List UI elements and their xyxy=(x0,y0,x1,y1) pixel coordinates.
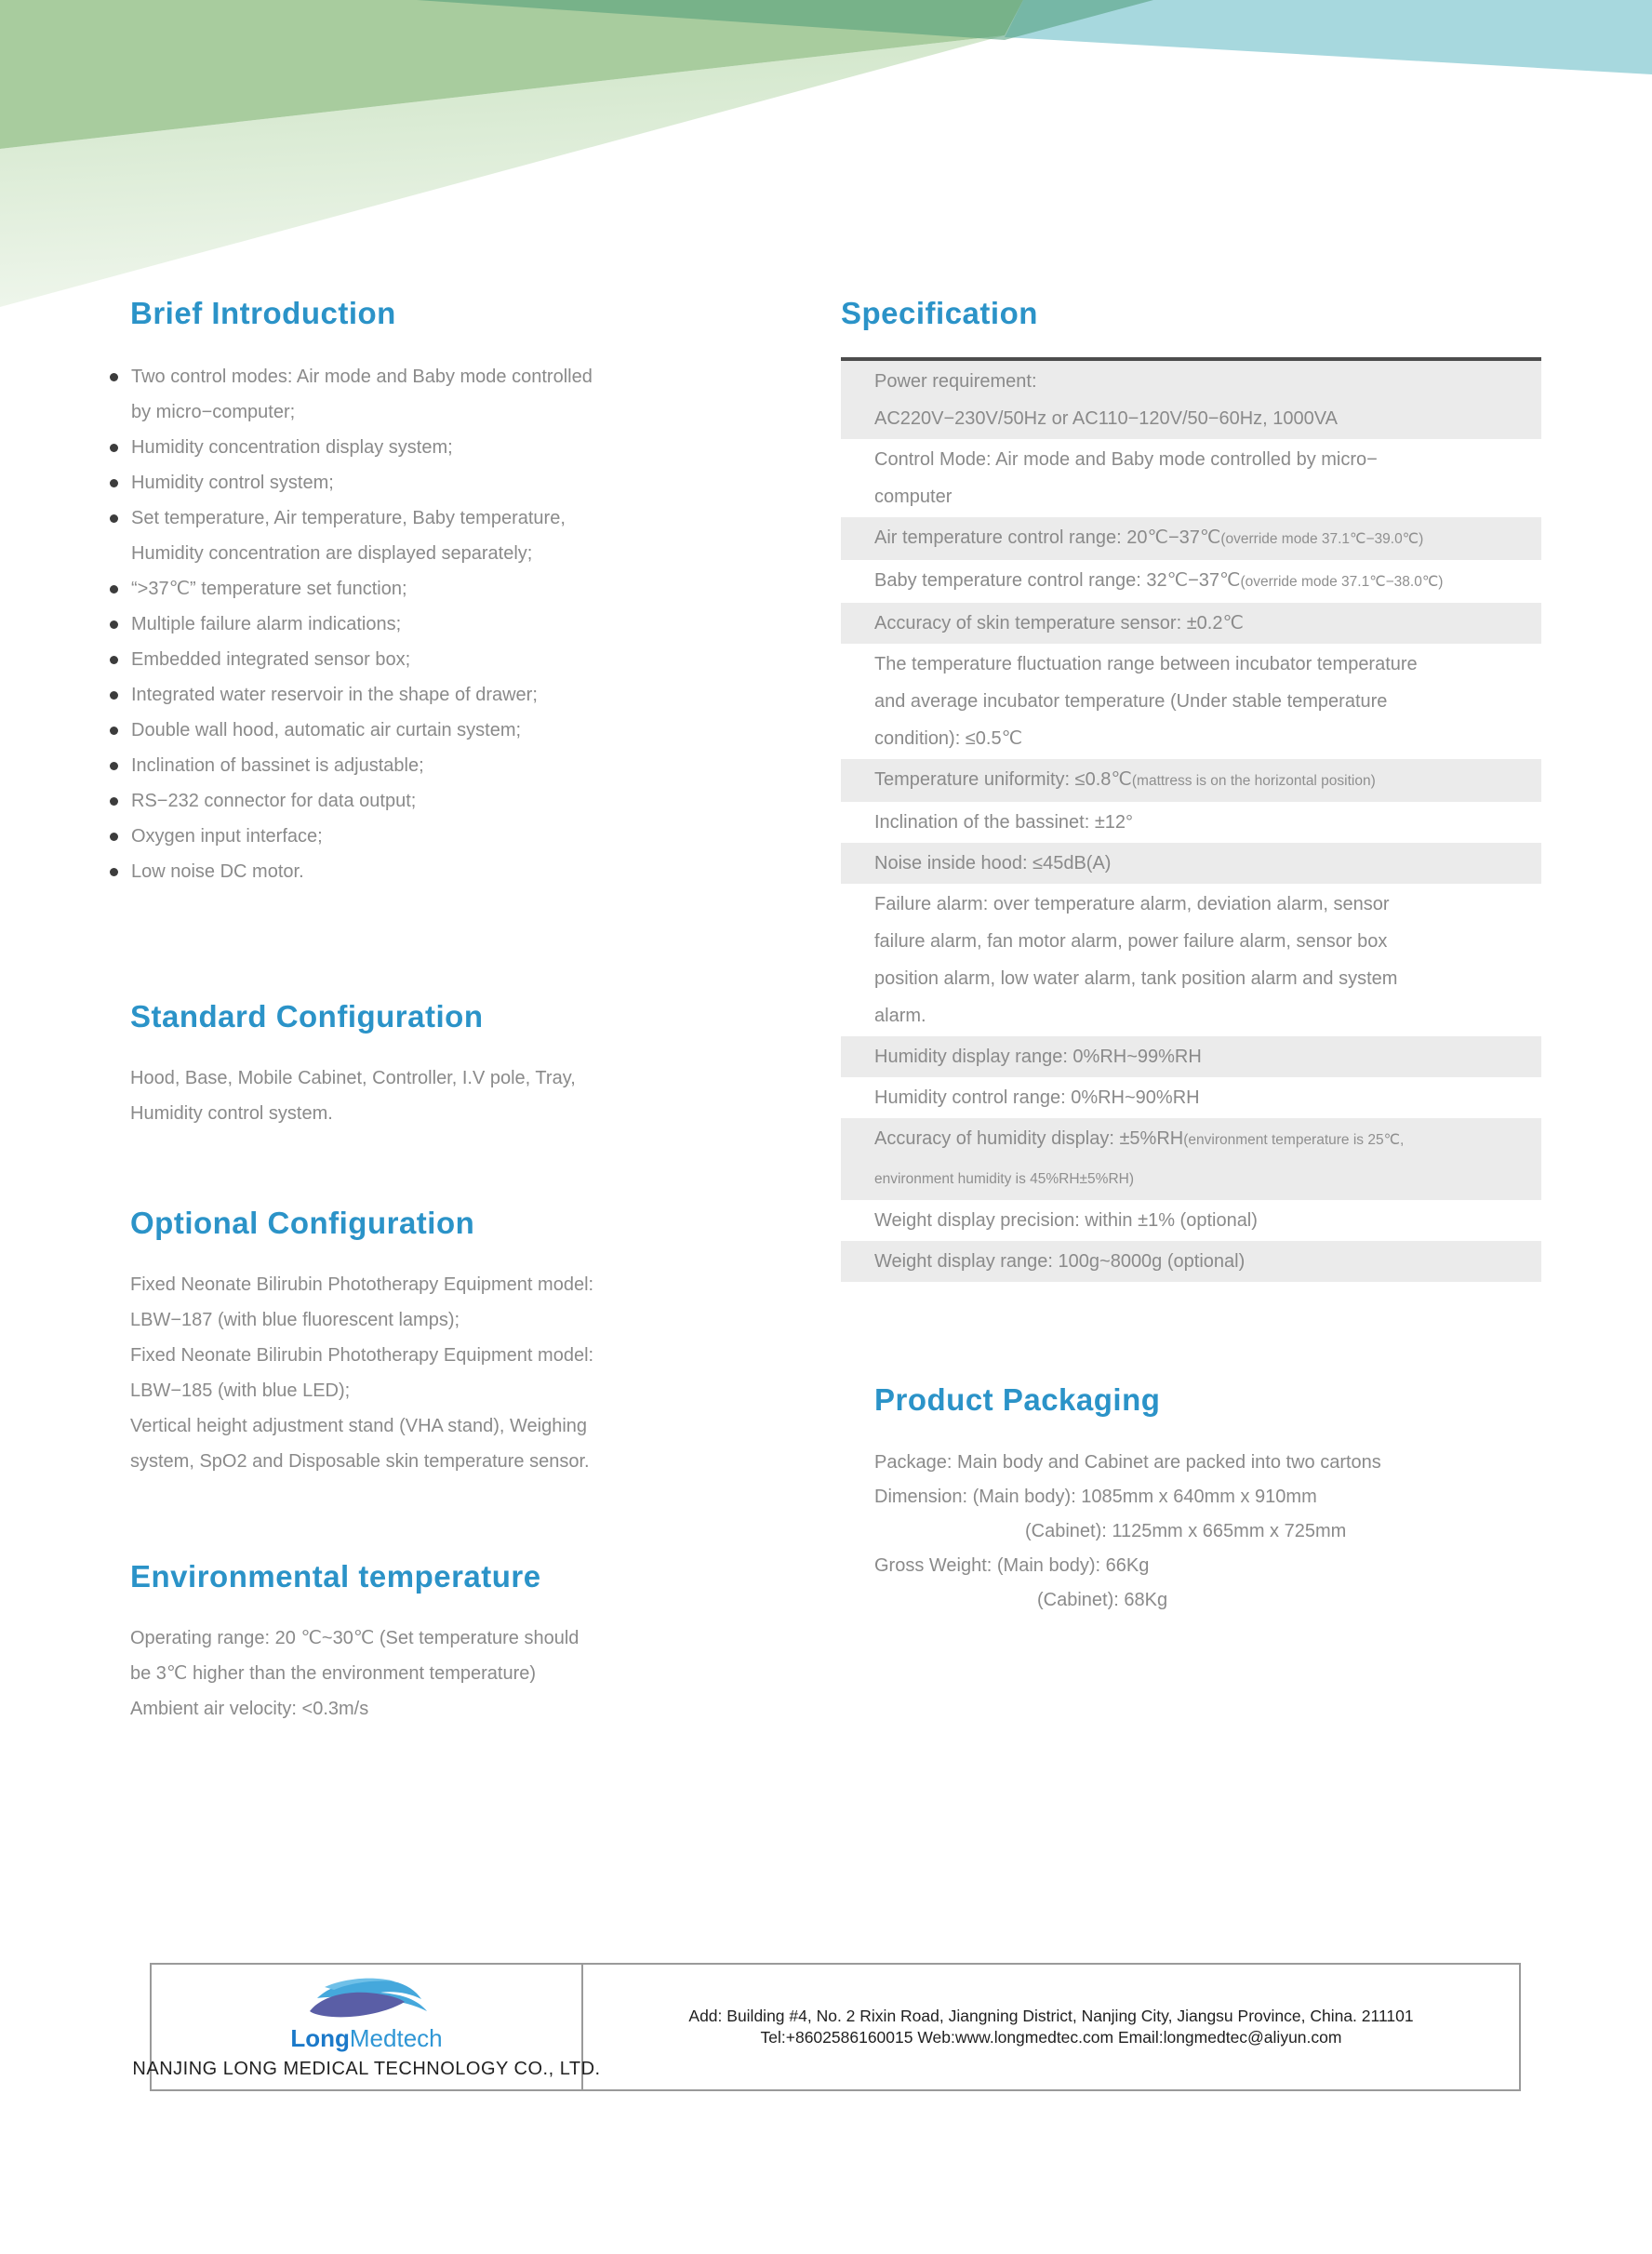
optional-configuration-section xyxy=(130,1206,819,1479)
standard-configuration-section xyxy=(130,999,819,1131)
table-row: Inclination of the bassinet: ±12° xyxy=(874,812,1134,833)
bullet-icon xyxy=(110,691,118,700)
specification-table xyxy=(841,361,1541,1282)
product-packaging-section xyxy=(841,1382,1548,1618)
list-item: Low noise DC motor. xyxy=(130,854,819,889)
bullet-icon xyxy=(110,868,118,876)
optional-configuration-text: Fixed Neonate Bilirubin Phototherapy Equipment model: LBW−187 (with blue fluorescent lamps); Fixed Neonate Bilirubin Phototherapy Equipment model: LBW−185 (with blue LED); Vertical height adjustment stand (VHA stand), Weighing system, SpO2 and Disposable skin temperature sensor. xyxy=(130,1274,594,1472)
footer-company-bar xyxy=(132,1963,1521,2091)
list-item: Set temperature, Air temperature, Baby temperature, Humidity concentration are displayed separately; xyxy=(130,500,819,571)
footer-address-cell xyxy=(583,1965,1519,2089)
bullet-icon xyxy=(110,762,118,770)
bullet-icon xyxy=(110,620,118,629)
bullet-icon xyxy=(110,373,118,381)
list-item: Embedded integrated sensor box; xyxy=(130,642,819,677)
bullet-icon xyxy=(110,833,118,841)
table-row: The temperature fluctuation range between incubator temperature and average incubator temperature (Under stable temperature condition): ≤0.5℃ xyxy=(874,654,1418,749)
brief-introduction-list xyxy=(130,359,819,889)
table-row: Humidity control range: 0%RH~90%RH xyxy=(874,1087,1200,1108)
bullet-icon xyxy=(110,656,118,664)
contact-line: Tel:+8602586160015 Web:www.longmedtec.com Email:longmedtec@aliyun.com xyxy=(760,2028,1342,2047)
bullet-icon xyxy=(110,514,118,523)
specification-title: Specification xyxy=(841,296,1038,330)
table-row: Failure alarm: over temperature alarm, deviation alarm, sensor failure alarm, fan motor alarm, power failure alarm, sensor box position alarm, low water alarm, tank position alarm and system alarm. xyxy=(874,894,1398,1026)
standard-configuration-title: Standard Configuration xyxy=(130,999,484,1034)
left-column xyxy=(130,296,819,1727)
table-row: Baby temperature control range: 32℃−37℃(override mode 37.1℃−38.0℃) xyxy=(874,570,1444,591)
list-item: RS−232 connector for data output; xyxy=(130,783,819,819)
address-line: Add: Building #4, No. 2 Rixin Road, Jiangning District, Nanjing City, Jiangsu Province, China. 211101 xyxy=(688,2007,1414,2025)
bullet-icon xyxy=(110,444,118,452)
list-item: Humidity control system; xyxy=(130,465,819,500)
footer-logo-cell xyxy=(132,1965,601,2089)
list-item: Multiple failure alarm indications; xyxy=(130,607,819,642)
product-packaging-text: Package: Main body and Cabinet are packed into two cartons Dimension: (Main body): 1085mm x 640mm x 910mm (Cabinet): 1125mm x 665mm x 725mm Gross Weight: (Main body): 66Kg (Cabinet): 68Kg xyxy=(874,1452,1381,1610)
product-packaging-title: Product Packaging xyxy=(874,1382,1161,1417)
table-row: Accuracy of skin temperature sensor: ±0.2℃ xyxy=(841,603,1541,644)
bullet-icon xyxy=(110,479,118,487)
bullet-icon xyxy=(110,585,118,594)
list-item: Integrated water reservoir in the shape of drawer; xyxy=(130,677,819,713)
company-name: NANJING LONG MEDICAL TECHNOLOGY CO., LTD. xyxy=(132,2059,601,2079)
list-item: Double wall hood, automatic air curtain system; xyxy=(130,713,819,748)
bullet-icon xyxy=(110,797,118,806)
list-item: Two control modes: Air mode and Baby mode controlled by micro−computer; xyxy=(130,359,819,430)
list-item: Inclination of bassinet is adjustable; xyxy=(130,748,819,783)
table-row: Power requirement: AC220V−230V/50Hz or AC110−120V/50−60Hz, 1000VA xyxy=(841,361,1541,439)
optional-configuration-title: Optional Configuration xyxy=(130,1206,475,1240)
list-item: Oxygen input interface; xyxy=(130,819,819,854)
list-item: Humidity concentration display system; xyxy=(130,430,819,465)
table-row: Air temperature control range: 20℃−37℃(override mode 37.1℃−39.0℃) xyxy=(841,517,1541,560)
table-row: Temperature uniformity: ≤0.8℃(mattress is on the horizontal position) xyxy=(841,759,1541,802)
table-row: Accuracy of humidity display: ±5%RH(environment temperature is 25℃, environment humidity is 45%RH±5%RH) xyxy=(841,1118,1541,1200)
environmental-temperature-title: Environmental temperature xyxy=(130,1559,541,1594)
environmental-temperature-section xyxy=(130,1559,819,1727)
standard-configuration-text: Hood, Base, Mobile Cabinet, Controller, I.V pole, Tray, Humidity control system. xyxy=(130,1068,576,1124)
logo-wordmark: LongMedtech xyxy=(290,2024,443,2052)
table-row: Weight display range: 100g~8000g (optional) xyxy=(841,1241,1541,1282)
brief-introduction-title: Brief Introduction xyxy=(130,296,396,330)
list-item: “>37℃” temperature set function; xyxy=(130,571,819,607)
table-row: Weight display precision: within ±1% (optional) xyxy=(874,1210,1258,1231)
bullet-icon xyxy=(110,727,118,735)
table-row: Control Mode: Air mode and Baby mode controlled by micro− computer xyxy=(874,449,1378,507)
right-column xyxy=(841,296,1548,1618)
table-row: Noise inside hood: ≤45dB(A) xyxy=(841,843,1541,884)
environmental-temperature-text: Operating range: 20 ℃~30℃ (Set temperature should be 3℃ higher than the environment temperature) Ambient air velocity: <0.3m/s xyxy=(130,1628,580,1719)
table-row: Humidity display range: 0%RH~99%RH xyxy=(841,1036,1541,1077)
longmedtech-logo-icon xyxy=(297,1974,436,2022)
